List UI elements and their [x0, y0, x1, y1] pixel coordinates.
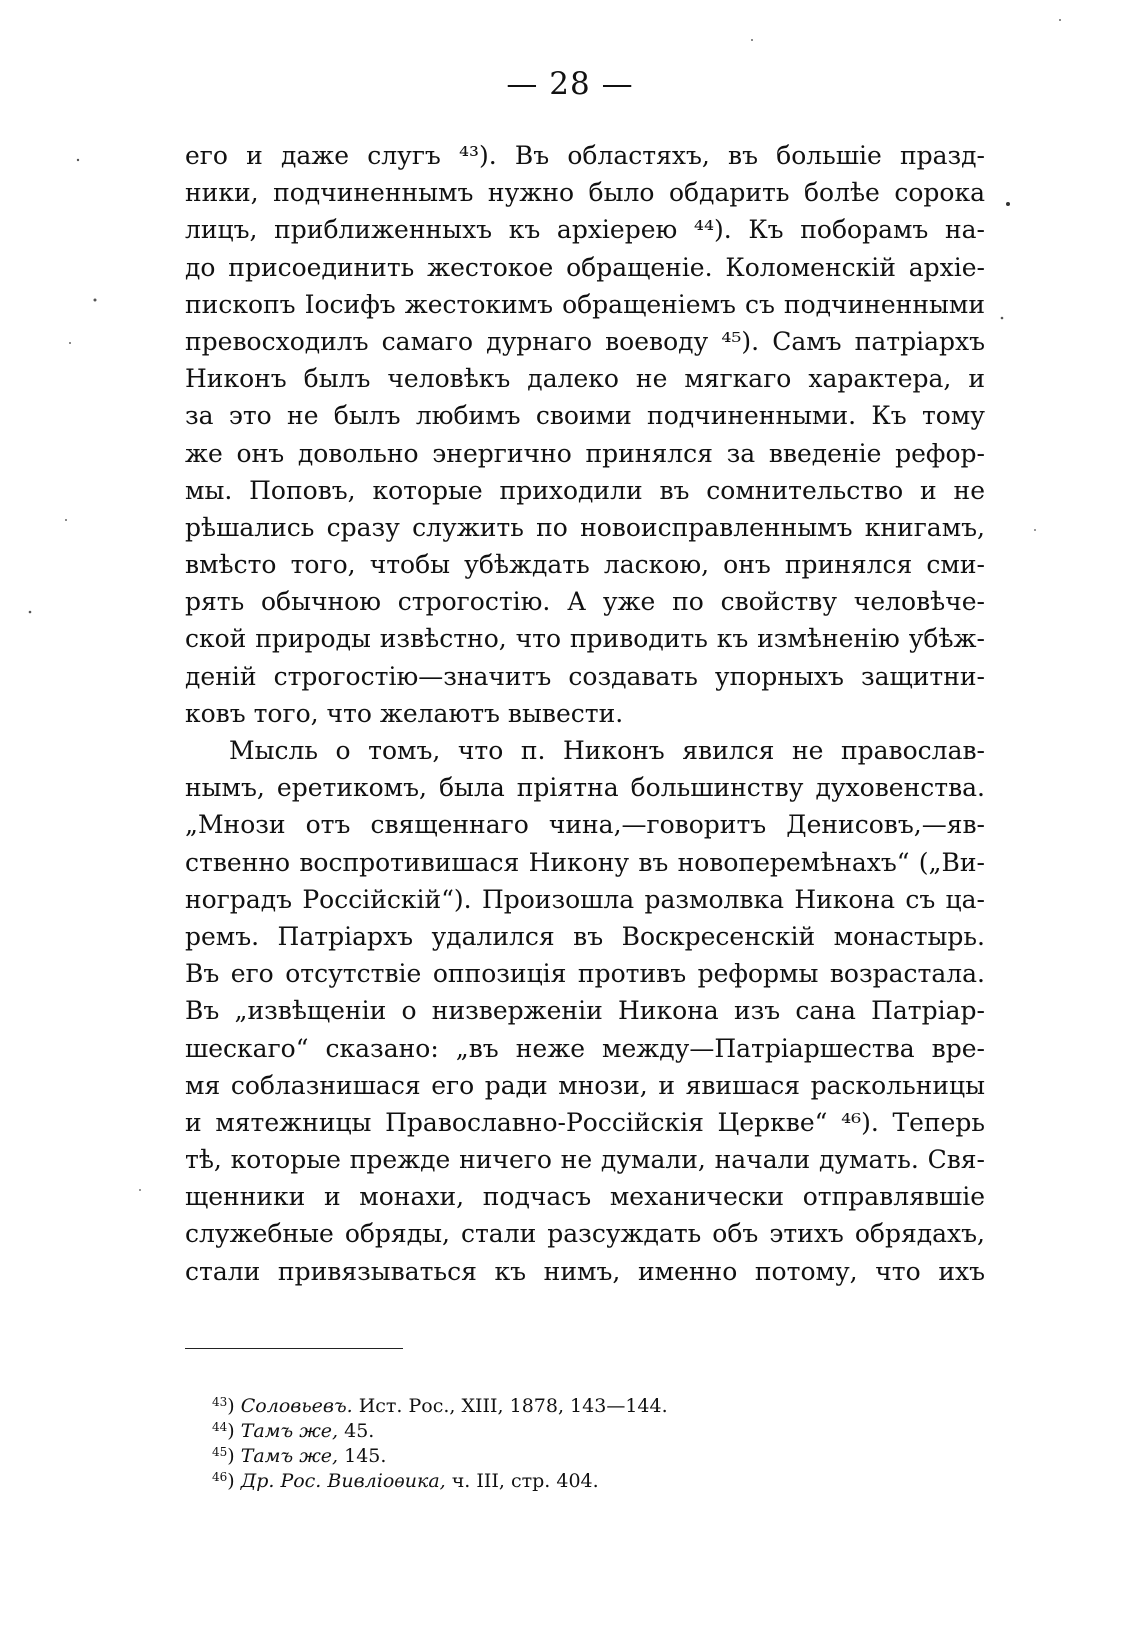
footnote-detail: Ист. Рос., XIII, 1878, 143—144.	[352, 1395, 668, 1417]
footnote-mark: 46	[212, 1470, 228, 1484]
text-line: служебные обряды, стали разсуждать объ этихъ обрядахъ,	[185, 1219, 985, 1249]
text-line: лицъ, приближенныхъ къ архіерею ⁴⁴). Къ поборамъ на-	[185, 215, 985, 245]
footnote	[212, 1415, 972, 1440]
text-line: Въ его отсутствіе оппозиція противъ реформы возрастала.	[185, 959, 985, 989]
footnote-paren: )	[227, 1420, 235, 1442]
text-line: Мысль о томъ, что п. Никонъ явился не православ-	[229, 736, 985, 765]
text-line: деній строгостію—значитъ создавать упорныхъ защитни-	[185, 661, 985, 691]
text-line: ской природы извѣстно, что приводить къ измѣненію убѣж-	[185, 624, 985, 654]
text-line: „Мнози отъ священнаго чина,—говоритъ Денисовъ,—яв-	[185, 810, 985, 840]
text-line: ковъ того, что желаютъ вывести.	[185, 698, 624, 728]
text-line: ремъ. Патріархъ удалился въ Воскресенскій монастырь.	[185, 921, 985, 951]
text-line: ники, подчиненнымъ нужно было обдарить болѣе сорока	[185, 178, 985, 208]
text-line: стали привязываться къ нимъ, именно потому, что ихъ	[185, 1256, 985, 1286]
text-line: шескаго“ сказано: „въ неже между—Патріаршества вре-	[185, 1033, 985, 1063]
text-line: ноградъ Россійскій“). Произошла размолвка Никона съ ца-	[185, 884, 985, 914]
text-line: за это не былъ любимъ своими подчиненными. Къ тому	[185, 401, 985, 431]
footnote	[212, 1390, 972, 1415]
text-line: же онъ довольно энергично принялся за введеніе рефор-	[185, 438, 985, 468]
footnote-source: Тамъ же,	[240, 1445, 339, 1467]
footnote-divider	[185, 1348, 403, 1349]
text-line: пископъ Іосифъ жестокимъ обращеніемъ съ подчиненными	[185, 289, 985, 319]
footnote-detail: 145.	[338, 1445, 387, 1467]
text-line: тѣ, которые прежде ничего не думали, начали думать. Свя-	[185, 1145, 985, 1175]
footnote-mark: 45	[212, 1445, 228, 1459]
page-number: — 28 —	[506, 66, 634, 102]
text-line: вмѣсто того, чтобы убѣждать ласкою, онъ принялся сми-	[185, 550, 985, 580]
footnote-mark: 44	[212, 1420, 228, 1434]
footnote-detail: 45.	[338, 1420, 375, 1442]
footnote-mark: 43	[212, 1395, 228, 1409]
footnote-source: Др. Рос. Вивліоѳика,	[240, 1470, 446, 1492]
footnote-source: Тамъ же,	[240, 1420, 339, 1442]
footnote-paren: )	[227, 1395, 235, 1417]
text-line: до присоединить жестокое обращеніе. Коломенскій архіе-	[185, 252, 985, 282]
text-line: рѣшались сразу служить по новоисправленнымъ книгамъ,	[185, 512, 985, 542]
text-line: Въ „извѣщеніи о низверженіи Никона изъ сана Патріар-	[185, 996, 985, 1026]
text-line: мы. Поповъ, которые приходили въ сомнительство и не	[185, 475, 985, 505]
text-line: превосходилъ самаго дурнаго воеводу ⁴⁵). Самъ патріархъ	[185, 326, 985, 356]
footnote-source: Соловьевъ.	[240, 1395, 353, 1417]
text-line: и мятежницы Православно-Россійскія Церкве“ ⁴⁶). Теперь	[185, 1107, 985, 1137]
text-line: рять обычною строгостію. А уже по свойству человѣче-	[185, 587, 985, 617]
text-line: щенники и монахи, подчасъ механически отправлявшіе	[185, 1182, 985, 1212]
body-text	[185, 137, 985, 1290]
text-line: его и даже слугъ ⁴³). Въ областяхъ, въ большіе празд-	[185, 141, 985, 170]
footnote-paren: )	[227, 1445, 235, 1467]
footnote	[212, 1440, 972, 1465]
footnotes	[212, 1390, 972, 1490]
text-line: мя соблазнишася его ради мнози, и явишася раскольницы	[185, 1070, 985, 1100]
footnote-detail: ч. III, стр. 404.	[445, 1470, 599, 1492]
text-line: ственно воспротивишася Никону въ новоперемѣнахъ“ („Ви-	[185, 847, 985, 877]
text-line: Никонъ былъ человѣкъ далеко не мягкаго характера, и	[185, 364, 985, 394]
text-line: нымъ, еретикомъ, была пріятна большинству духовенства.	[185, 773, 985, 803]
footnote	[212, 1465, 972, 1490]
footnote-paren: )	[227, 1470, 235, 1492]
